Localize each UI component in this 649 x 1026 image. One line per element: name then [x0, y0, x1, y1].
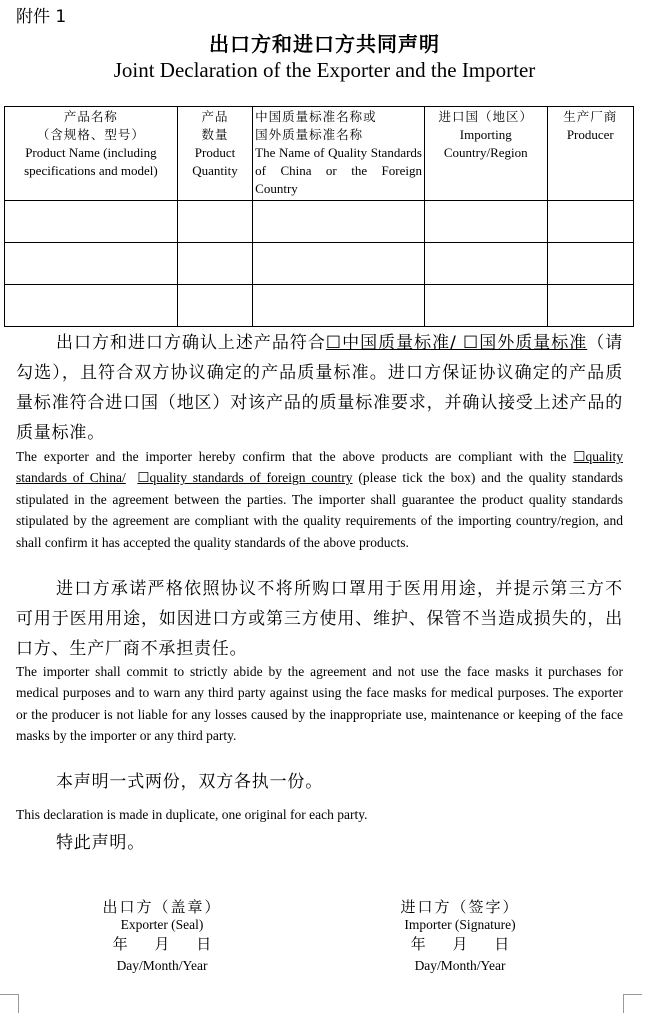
table-row: [5, 243, 634, 285]
header-quality-standards: 中国质量标准名称或 国外质量标准名称 The Name of Quality Standards of China or the Foreign Country: [253, 107, 425, 201]
table-cell[interactable]: [253, 201, 425, 243]
table-row: [5, 201, 634, 243]
header-product-name: 产品名称 （含规格、型号） Product Name (including specifications and model): [5, 107, 178, 201]
paragraph-1-chinese: 出口方和进口方确认上述产品符合☐中国质量标准/ ☐国外质量标准（请勾选），且符合双方协议确定的产品质量标准。进口方保证协议确定的产品质量标准符合进口国（地区）对该产品的质量标准要求，并确认接受上述产品的质量标准。: [16, 333, 623, 443]
product-table: [4, 106, 634, 327]
page-corner-mark-left: [0, 994, 19, 1013]
importer-date-cn[interactable]: 年 月 日: [410, 935, 510, 953]
paragraph-3-chinese: 本声明一式两份，双方各执一份。: [56, 772, 323, 792]
table-cell[interactable]: [177, 285, 252, 327]
table-cell[interactable]: [253, 243, 425, 285]
title-chinese: 出口方和进口方共同声明: [209, 32, 440, 56]
paragraph-2-english: The importer shall commit to strictly abide by the agreement and not use the face masks it purchases for medical purposes and to warn any third party against using the face masks for medical purposes. The exporter or the producer is not liable for any losses caused by the inappropriate use, maintenance or keeping of the face masks by the importer or any third party.: [16, 664, 623, 744]
standards-checkbox-text[interactable]: ☐中国质量标准/ ☐国外质量标准: [325, 333, 588, 353]
table-row: [5, 285, 634, 327]
table-cell[interactable]: [5, 201, 178, 243]
checkbox-foreign-standards[interactable]: ☐quality standards of foreign country: [137, 470, 353, 486]
page-corner-mark-right: [623, 994, 642, 1013]
table-header-row: [5, 107, 634, 201]
table-cell[interactable]: [547, 285, 633, 327]
exporter-date-en: Day/Month/Year: [116, 958, 208, 973]
importer-signature-block: [380, 896, 540, 974]
table-cell[interactable]: [177, 201, 252, 243]
checkbox-china-standards[interactable]: ☐quality standards of China/: [16, 449, 623, 486]
importer-label: 进口方（签字）: [400, 898, 520, 916]
closing-statement: 特此声明。: [56, 833, 145, 853]
paragraph-1-english: The exporter and the importer hereby confirm that the above products are compliant with the ☐quality standards of China/ ☐quality standards of foreign country (please tick the box) and the quality standards stipulated in the agreement between the parties. The importer shall guarantee the product quality standards stipulated by the agreement are compliant with the quality requirements of the importing country/region, and shall confirm it has accepted the quality standards of the above products.: [16, 449, 624, 550]
importer-label-en: Importer (Signature): [404, 917, 516, 932]
header-producer: 生产厂商 Producer: [547, 107, 633, 201]
table-cell[interactable]: [547, 201, 633, 243]
table-cell[interactable]: [253, 285, 425, 327]
table-cell[interactable]: [177, 243, 252, 285]
exporter-label-en: Exporter (Seal): [120, 917, 204, 932]
header-importing-country: 进口国（地区） Importing Country/Region: [424, 107, 547, 201]
table-cell[interactable]: [424, 285, 547, 327]
paragraph-3-english: This declaration is made in duplicate, one original for each party.: [16, 807, 368, 822]
exporter-signature-block: [82, 896, 242, 974]
table-cell[interactable]: [547, 243, 633, 285]
attachment-label: 附件 1: [16, 7, 67, 27]
importer-date-en: Day/Month/Year: [414, 958, 506, 973]
exporter-label: 出口方（盖章）: [102, 898, 222, 916]
title-english: Joint Declaration of the Exporter and the Importer: [113, 58, 536, 82]
paragraph-2-chinese: 进口方承诺严格依照协议不将所购口罩用于医用用途，并提示第三方不可用于医用用途，如因进口方或第三方使用、维护、保管不当造成损失的，出口方、生产厂商不承担责任。: [16, 579, 623, 659]
table-cell[interactable]: [5, 285, 178, 327]
table-cell[interactable]: [424, 243, 547, 285]
table-cell[interactable]: [5, 243, 178, 285]
exporter-date-cn[interactable]: 年 月 日: [112, 935, 212, 953]
table-cell[interactable]: [424, 201, 547, 243]
header-product-quantity: 产品 数量 Product Quantity: [177, 107, 252, 201]
